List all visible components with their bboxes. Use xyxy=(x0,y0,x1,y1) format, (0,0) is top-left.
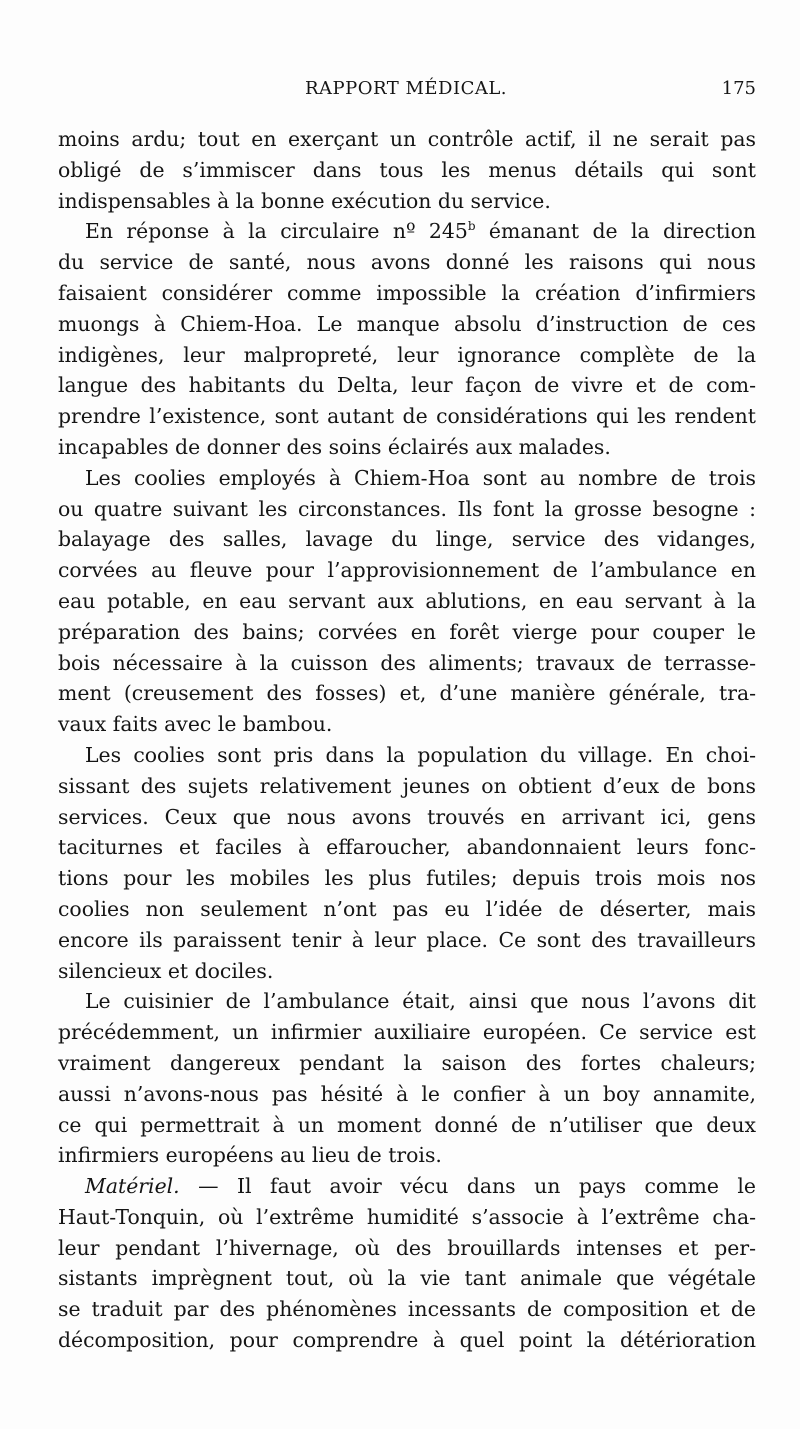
text-line: corvées au fleuve pour l’approvisionnement de l’ambulance en xyxy=(58,558,756,583)
text-line: eau potable, en eau servant aux ablutions, en eau servant à la xyxy=(58,588,756,613)
text-line: leur pendant l’hivernage, où des brouillards intenses et per- xyxy=(58,1235,756,1260)
text-line: sistants imprègnent tout, où la vie tant animale que végétale xyxy=(58,1266,756,1291)
text-line: moins ardu; tout en exerçant un contrôle actif, il ne serait pas xyxy=(58,127,756,151)
text-line: faisaient considérer comme impossible la création d’infirmiers xyxy=(58,280,756,305)
text-line-with-heading xyxy=(58,1171,756,1202)
text-line: indigènes, leur malpropreté, leur ignorance complète de la xyxy=(58,342,756,367)
running-title: RAPPORT MÉDICAL. xyxy=(304,78,508,99)
text-line: encore ils paraissent tenir à leur place. Ce sont des travailleurs xyxy=(58,927,756,952)
text-line: vraiment dangereux pendant la saison des fortes chaleurs; xyxy=(58,1050,756,1075)
text-line: services. Ceux que nous avons trouvés en arrivant ici, gens xyxy=(58,804,756,829)
text-line: vaux faits avec le bambou. xyxy=(58,712,333,737)
text-line: obligé de s’immiscer dans tous les menus détails qui sont xyxy=(58,157,756,182)
text-line: taciturnes et faciles à effaroucher, abandonnaient leurs fonc- xyxy=(58,835,756,860)
text-line: incapables de donner des soins éclairés aux malades. xyxy=(58,434,611,459)
text-line: aussi n’avons-nous pas hésité à le confier à un boy annamite, xyxy=(58,1081,756,1106)
superscript: b xyxy=(467,219,476,234)
text-line: Haut-Tonquin, où l’extrême humidité s’associe à l’extrême cha- xyxy=(58,1204,756,1229)
text-line: infirmiers européens au lieu de trois. xyxy=(58,1143,442,1168)
text-line: indispensables à la bonne exécution du service. xyxy=(58,188,551,213)
text-line: du service de santé, nous avons donné les raisons qui nous xyxy=(58,250,756,275)
body-text xyxy=(58,124,756,1356)
running-header xyxy=(56,78,756,104)
text-line: langue des habitants du Delta, leur façon de vivre et de com- xyxy=(58,373,756,398)
text-line: coolies non seulement n’ont pas eu l’idée de déserter, mais xyxy=(58,896,756,921)
text-line: se traduit par des phénomènes incessants de composition et de xyxy=(58,1297,756,1322)
text-line: Le cuisinier de l’ambulance était, ainsi que nous l’avons dit xyxy=(85,989,756,1014)
text-line-with-superscript xyxy=(58,216,756,247)
text-line: tions pour les mobiles les plus futiles; depuis trois mois nos xyxy=(58,866,756,891)
section-heading: Matériel. xyxy=(85,1174,180,1199)
text-line: prendre l’existence, sont autant de considérations qui les rendent xyxy=(58,404,756,429)
text-line: ment (creusement des fosses) et, d’une manière générale, tra- xyxy=(58,681,756,706)
text-line: préparation des bains; corvées en forêt vierge pour couper le xyxy=(58,619,756,644)
text-line: silencieux et dociles. xyxy=(58,958,274,983)
text-line: Les coolies employés à Chiem-Hoa sont au nombre de trois xyxy=(85,465,756,490)
text-line: ou quatre suivant les circonstances. Ils font la grosse besogne : xyxy=(58,496,756,521)
line-fragment: En réponse à la circulaire nº 245 xyxy=(85,219,468,244)
text-line: ce qui permettrait à un moment donné de n’utiliser que deux xyxy=(58,1112,756,1137)
page-number: 175 xyxy=(721,78,756,99)
text-line: balayage des salles, lavage du linge, service des vidanges, xyxy=(58,527,756,552)
text-line: sissant des sujets relativement jeunes on obtient d’eux de bons xyxy=(58,773,756,798)
text-line: décomposition, pour comprendre à quel point la détérioration xyxy=(58,1328,756,1353)
line-fragment: — Il faut avoir vécu dans un pays comme le xyxy=(198,1174,757,1199)
text-line: bois nécessaire à la cuisson des aliments; travaux de terrasse- xyxy=(58,650,756,675)
text-line: Les coolies sont pris dans la population du village. En choi- xyxy=(85,742,756,767)
text-line: muongs à Chiem-Hoa. Le manque absolu d’instruction de ces xyxy=(58,311,756,336)
text-line: précédemment, un infirmier auxiliaire européen. Ce service est xyxy=(58,1020,756,1045)
line-fragment: émanant de la direction xyxy=(475,219,756,244)
